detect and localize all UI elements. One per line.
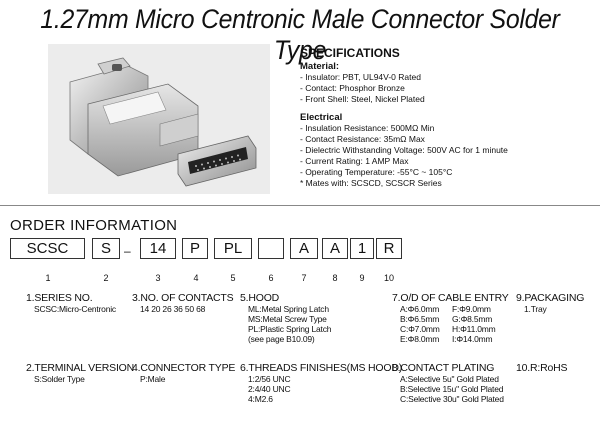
section-series-no [26, 292, 116, 314]
section-heading: 4.CONNECTOR TYPE [132, 362, 236, 374]
position-number: 3 [155, 273, 161, 283]
position-number: 5 [230, 273, 236, 283]
position-number: 1 [45, 273, 51, 283]
section-heading: 5.HOOD [240, 292, 280, 304]
specifications-heading: SPECIFICATIONS [300, 46, 400, 60]
position-number: 6 [268, 273, 274, 283]
code-box-plating: A [322, 238, 348, 259]
specifications-panel [300, 46, 590, 189]
spec-item: - Current Rating: 1 AMP Max [300, 156, 409, 166]
section-line: C:Selective 30u" Gold Plated [400, 394, 504, 404]
code-box-terminal: S [92, 238, 120, 259]
position-number: 9 [359, 273, 365, 283]
section-no-of-contacts [132, 292, 233, 314]
section-line: PL:Plastic Spring Latch [248, 324, 332, 334]
section-heading: 10.R:RoHS [516, 362, 568, 374]
section-line: MS:Metal Screw Type [248, 314, 327, 324]
section-line: H:Φ11.0mm [452, 324, 496, 334]
code-box-series: SCSC [10, 238, 85, 259]
section-heading: 6.THREADS FINISHES(MS HOOD) [240, 362, 403, 374]
product-photo [48, 44, 270, 194]
section-terminal-version [26, 362, 134, 384]
section-heading: 1.SERIES NO. [26, 292, 93, 304]
section-line: 2:4/40 UNC [248, 384, 291, 394]
spec-item: - Contact: Phosphor Bronze [300, 83, 405, 93]
spec-item: - Insulator: PBT, UL94V-0 Rated [300, 72, 421, 82]
section-line: G:Φ8.5mm [452, 314, 493, 324]
order-information-heading: ORDER INFORMATION [10, 217, 178, 234]
section-line: B:Selective 15u" Gold Plated [400, 384, 504, 394]
section-heading: 2.TERMINAL VERSION [26, 362, 135, 374]
spec-item: - Dielectric Withstanding Voltage: 500V AC for 1 minute [300, 145, 508, 155]
section-line: 14 20 26 36 50 68 [140, 304, 206, 314]
section-line: C:Φ7.0mm [400, 324, 440, 334]
section-line: P:Male [140, 374, 166, 384]
section-line: (see page B10.09) [248, 334, 315, 344]
spec-item: - Contact Resistance: 35mΩ Max [300, 134, 425, 144]
code-box-rohs: R [376, 238, 402, 259]
connector-photo-icon [48, 44, 270, 194]
cable-entry-column [452, 304, 504, 344]
section-line: A:Selective 5u" Gold Plated [400, 374, 499, 384]
code-box-cable-entry: A [290, 238, 318, 259]
cable-entry-grid [392, 304, 509, 344]
spec-item: - Operating Temperature: -55°C ~ 105°C [300, 167, 453, 177]
section-line: SCSC:Micro-Centronic [34, 304, 116, 314]
spec-item: - Front Shell: Steel, Nickel Plated [300, 94, 425, 104]
cable-entry-column [400, 304, 452, 344]
code-box-connector-type: P [182, 238, 208, 259]
section-line: I:Φ14.0mm [452, 334, 493, 344]
position-number: 4 [193, 273, 199, 283]
code-box-packaging: 1 [350, 238, 374, 259]
position-number: 10 [383, 273, 394, 283]
section-line: F:Φ9.0mm [452, 304, 491, 314]
position-number: 7 [301, 273, 307, 283]
section-divider [0, 205, 600, 206]
section-line: 1.Tray [524, 304, 547, 314]
section-contact-plating [392, 362, 504, 404]
electrical-heading: Electrical [300, 112, 343, 123]
section-packaging [516, 292, 584, 314]
material-heading: Material: [300, 61, 340, 72]
section-threads-finishes [240, 362, 402, 404]
section-line: B:Φ6.5mm [400, 314, 440, 324]
page-title: 1.27mm Micro Centronic Male Connector Solder Type [40, 4, 560, 65]
spec-item: * Mates with: SCSCD, SCSCR Series [300, 178, 442, 188]
material-list [300, 72, 590, 105]
section-rohs [516, 362, 567, 374]
code-box-hood: PL [214, 238, 252, 259]
section-line: 1:2/56 UNC [248, 374, 291, 384]
code-dash: – [124, 244, 131, 258]
section-heading: 8.CONTACT PLATING [392, 362, 495, 374]
section-cable-entry [392, 292, 509, 344]
code-box-threads [258, 238, 284, 259]
section-heading: 9.PACKAGING [516, 292, 585, 304]
electrical-list [300, 123, 590, 189]
section-line: E:Φ8.0mm [400, 334, 440, 344]
section-line: ML:Metal Spring Latch [248, 304, 329, 314]
section-line: S:Solder Type [34, 374, 85, 384]
section-heading: 7.O/D OF CABLE ENTRY [392, 292, 509, 304]
section-line: 4:M2.6 [248, 394, 273, 404]
position-number: 8 [332, 273, 338, 283]
section-line: A:Φ6.0mm [400, 304, 440, 314]
section-heading: 3.NO. OF CONTACTS [132, 292, 234, 304]
section-connector-type [132, 362, 235, 384]
position-number: 2 [103, 273, 109, 283]
spec-item: - Insulation Resistance: 500MΩ Min [300, 123, 435, 133]
code-box-contacts: 14 [140, 238, 176, 259]
section-hood [240, 292, 331, 344]
